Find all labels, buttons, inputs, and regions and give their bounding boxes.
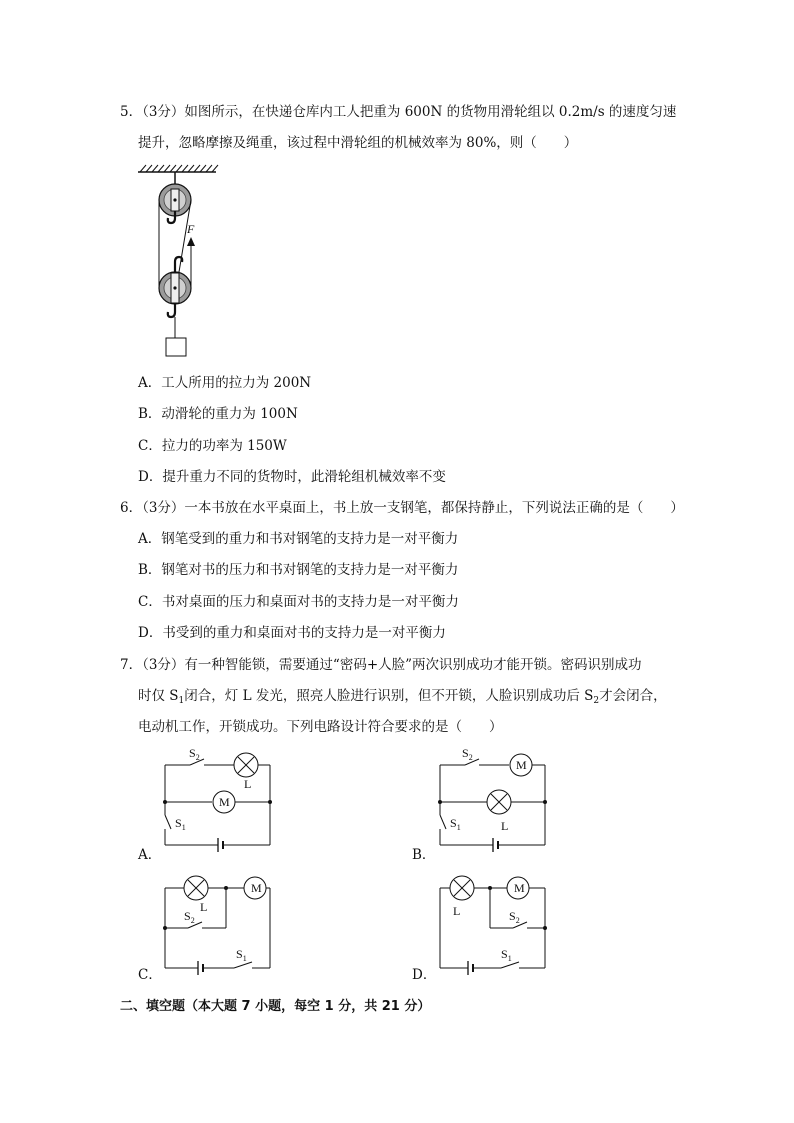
q6-stem: 6．（3分）一本书放在水平桌面上，书上放一支钢笔，都保持静止，下列说法正确的是（ ） (120, 500, 684, 516)
svg-text:M: M (514, 881, 525, 895)
choice-b-label: B． (412, 847, 436, 863)
svg-text:S2: $S_2$ (184, 909, 195, 925)
q5-option-c: C．拉力的功率为 150W (138, 438, 287, 454)
q6-option-a: A．钢笔受到的重力和书对钢笔的支持力是一对平衡力 (138, 531, 459, 547)
q6-option-c: C．书对桌面的压力和桌面对书的支持力是一对平衡力 (138, 594, 459, 610)
circuit-a (160, 745, 280, 855)
q5-stem-line1: 5．（3分）如图所示，在快递仓库内工人把重为 600N 的货物用滑轮组以 0.2m/s 的速度匀速 (120, 104, 677, 120)
q5-stem-line2: 提升，忽略摩擦及绳重，该过程中滑轮组的机械效率为 80%，则（ ） (138, 135, 578, 151)
svg-text:S2: $S_2$ (189, 746, 200, 762)
choice-c-label: C． (138, 967, 162, 983)
svg-text:S1: $S_1$ (236, 947, 247, 963)
q5-option-a: A．工人所用的拉力为 200N (138, 375, 312, 391)
q7-stem-line1: 7．（3分）有一种智能锁，需要通过“密码+人脸”两次识别成功才能开锁。密码识别成功 (120, 657, 642, 673)
svg-text:S2: $S_2$ (462, 746, 473, 762)
motor-label: M (219, 795, 230, 809)
circuit-b (435, 745, 555, 855)
q6-option-d: D．书受到的重力和桌面对书的支持力是一对平衡力 (138, 625, 446, 641)
svg-text:S1: $S_1$ (501, 947, 512, 963)
q7-stem-line2: 时仅 $S_1$闭合，灯 L 发光，照亮人脸进行识别，但不开锁，人脸识别成功后 $S_2$才会闭合， (138, 688, 667, 706)
q7-stem-line3: 电动机工作，开锁成功。下列电路设计符合要求的是（ ） (138, 719, 503, 735)
pulley-figure (130, 160, 230, 360)
q5-option-b: B．动滑轮的重力为 100N (138, 406, 298, 422)
svg-text:L: L (453, 904, 461, 918)
q6-option-b: B．钢笔对书的压力和书对钢笔的支持力是一对平衡力 (138, 562, 459, 578)
svg-text:M: M (516, 758, 527, 772)
circuit-d (435, 873, 555, 973)
choice-a-label: A． (138, 847, 162, 863)
svg-text:L: L (200, 900, 208, 914)
svg-text:S1: $S_1$ (175, 816, 186, 832)
choice-d-label: D． (412, 967, 437, 983)
section-2-heading: 二、填空题（本大题 7 小题，每空 1 分，共 21 分） (120, 999, 431, 1014)
circuit-c (160, 873, 280, 973)
svg-text:M: M (251, 881, 262, 895)
svg-text:L: L (501, 819, 509, 833)
lamp-label: L (244, 777, 252, 791)
force-label: F (187, 222, 195, 236)
svg-text:S1: $S_1$ (450, 816, 461, 832)
q5-option-d: D．提升重力不同的货物时，此滑轮组机械效率不变 (138, 469, 446, 485)
svg-text:S2: $S_2$ (509, 909, 520, 925)
